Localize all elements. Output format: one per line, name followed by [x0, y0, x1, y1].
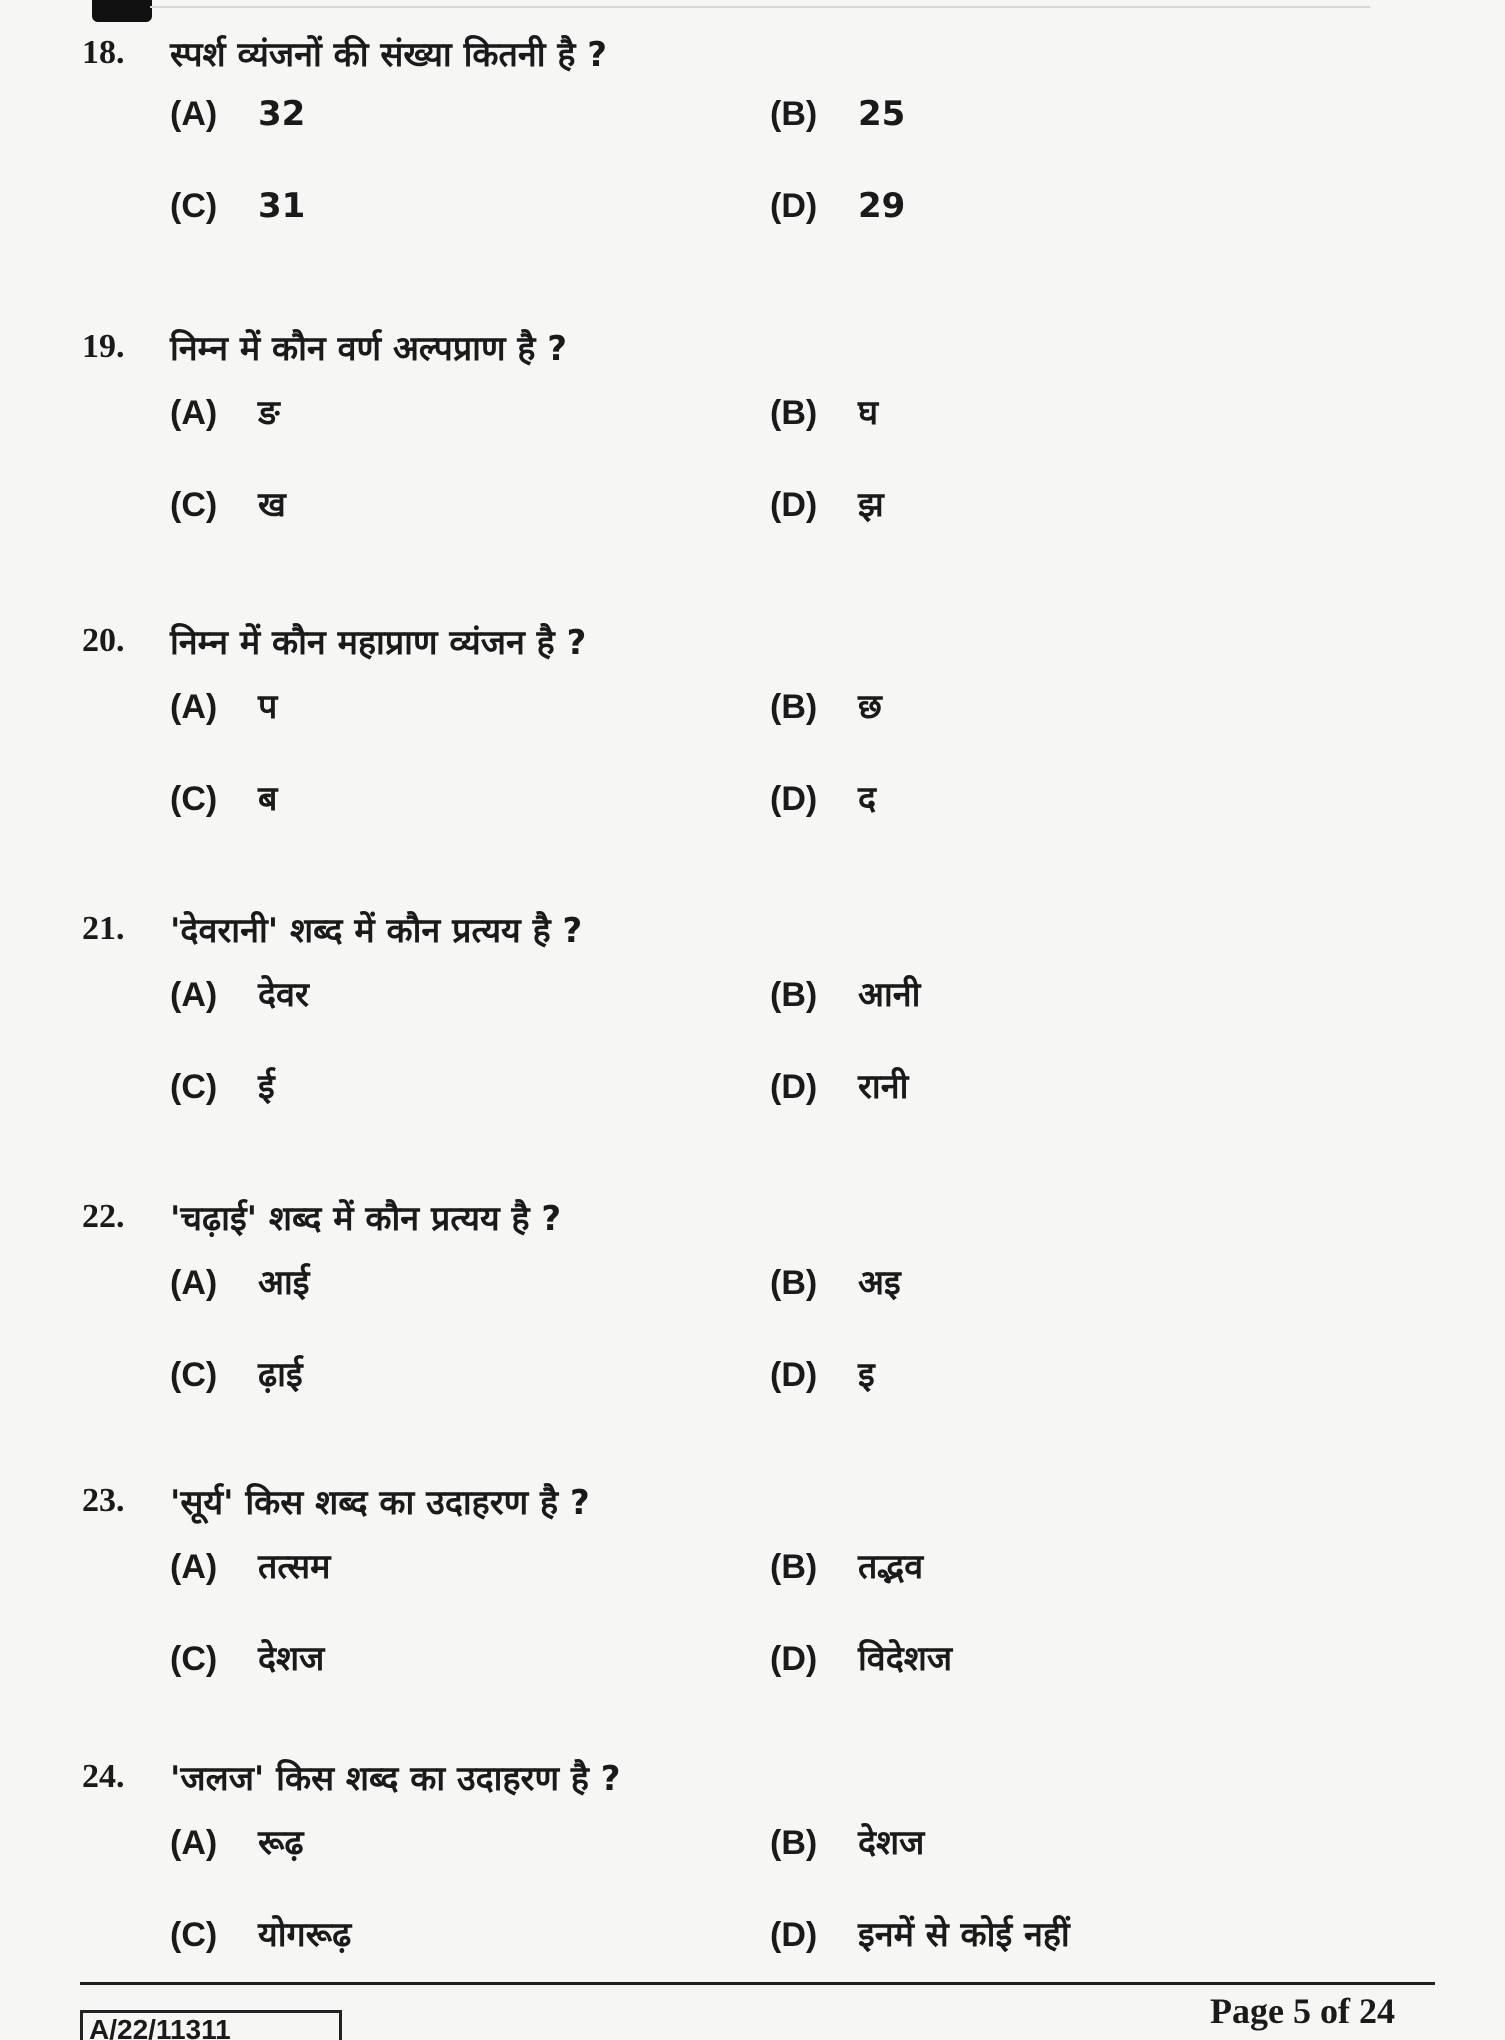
question-20 [0, 610, 1505, 819]
option-c[interactable] [170, 1634, 324, 1690]
paper-code: A/22/11311 [80, 2010, 342, 2040]
option-a[interactable] [170, 970, 309, 1026]
option-label: (A) [170, 976, 218, 1014]
option-text: देशज [258, 1639, 325, 1679]
option-text: अइ [858, 1263, 901, 1303]
option-label: (A) [170, 688, 218, 726]
option-d[interactable] [770, 774, 876, 830]
question-number: 23. [82, 1482, 125, 1519]
question-number: 21. [82, 910, 125, 947]
option-text: 31 [258, 186, 306, 226]
question-text: 'सूर्य' किस शब्द का उदाहरण है ? [170, 1483, 590, 1523]
option-text: योगरूढ़ [258, 1915, 352, 1955]
option-label: (B) [770, 688, 818, 726]
option-d[interactable] [770, 1910, 1070, 1966]
option-label: (D) [770, 187, 818, 225]
option-d[interactable] [770, 1350, 875, 1406]
option-label: (A) [170, 95, 218, 133]
option-text: विदेशज [858, 1639, 953, 1679]
option-label: (D) [770, 1356, 818, 1394]
option-text: ढ़ाई [258, 1355, 303, 1395]
option-text: देशज [858, 1823, 925, 1863]
option-label: (B) [770, 394, 818, 432]
option-text: ई [258, 1067, 275, 1107]
question-number: 22. [82, 1198, 125, 1235]
question-24 [0, 1746, 1505, 1955]
question-number: 24. [82, 1758, 125, 1795]
option-text: आई [258, 1263, 310, 1303]
option-label: (C) [170, 1068, 218, 1106]
question-number: 20. [82, 622, 125, 659]
question-text: 'जलज' किस शब्द का उदाहरण है ? [170, 1759, 621, 1799]
option-label: (C) [170, 1640, 218, 1678]
option-b[interactable] [770, 970, 920, 1026]
option-label: (C) [170, 1916, 218, 1954]
option-c[interactable] [170, 1062, 275, 1118]
option-label: (B) [770, 95, 818, 133]
option-label: (C) [170, 780, 218, 818]
option-text: ब [258, 779, 278, 819]
option-text: इनमें से कोई नहीं [858, 1915, 1070, 1955]
option-text: 32 [258, 94, 306, 134]
option-text: तद्भव [858, 1547, 924, 1587]
option-text: घ [858, 393, 879, 433]
question-text: 'चढ़ाई' शब्द में कौन प्रत्यय है ? [170, 1199, 562, 1239]
option-label: (B) [770, 1264, 818, 1302]
option-b[interactable] [770, 94, 905, 150]
option-text: रूढ़ [258, 1823, 304, 1863]
option-a[interactable] [170, 1542, 330, 1598]
option-text: द [858, 779, 877, 819]
option-a[interactable] [170, 94, 305, 150]
option-label: (D) [770, 780, 818, 818]
footer-rule [80, 1982, 1435, 1985]
option-text: देवर [258, 975, 309, 1015]
option-text: आनी [858, 975, 921, 1015]
question-text: स्पर्श व्यंजनों की संख्या कितनी है ? [170, 35, 607, 75]
page-number: Page 5 of 24 [1210, 1991, 1395, 2031]
option-c[interactable] [170, 186, 305, 242]
option-b[interactable] [770, 1258, 901, 1314]
top-edge-mark [92, 0, 152, 22]
option-c[interactable] [170, 1350, 303, 1406]
option-text: ख [258, 485, 286, 525]
option-label: (A) [170, 394, 218, 432]
option-a[interactable] [170, 1258, 309, 1314]
option-text: प [258, 687, 278, 727]
option-label: (D) [770, 1916, 818, 1954]
option-text: 29 [858, 186, 906, 226]
option-a[interactable] [170, 682, 277, 738]
option-label: (C) [170, 1356, 218, 1394]
option-label: (A) [170, 1264, 218, 1302]
question-number: 19. [82, 328, 125, 365]
option-c[interactable] [170, 774, 277, 830]
option-a[interactable] [170, 1818, 304, 1874]
option-label: (C) [170, 486, 218, 524]
question-text: निम्न में कौन वर्ण अल्पप्राण है ? [170, 329, 568, 369]
option-text: रानी [858, 1067, 909, 1107]
question-19 [0, 316, 1505, 525]
option-label: (D) [770, 1068, 818, 1106]
option-a[interactable] [170, 388, 280, 444]
option-d[interactable] [770, 1634, 952, 1690]
option-b[interactable] [770, 388, 878, 444]
option-label: (A) [170, 1824, 218, 1862]
option-label: (D) [770, 486, 818, 524]
top-rule [150, 6, 1370, 8]
option-label: (B) [770, 1824, 818, 1862]
option-text: झ [858, 485, 884, 525]
option-text: छ [858, 687, 882, 727]
question-text: 'देवरानी' शब्द में कौन प्रत्यय है ? [170, 911, 583, 951]
question-number: 18. [82, 34, 125, 71]
question-text: निम्न में कौन महाप्राण व्यंजन है ? [170, 623, 587, 663]
option-label: (B) [770, 976, 818, 1014]
option-b[interactable] [770, 1818, 924, 1874]
question-23 [0, 1470, 1505, 1679]
option-b[interactable] [770, 682, 882, 738]
option-text: इ [858, 1355, 875, 1395]
option-label: (B) [770, 1548, 818, 1586]
option-d[interactable] [770, 480, 884, 536]
question-18 [0, 22, 1505, 226]
option-label: (A) [170, 1548, 218, 1586]
option-c[interactable] [170, 480, 286, 536]
option-label: (C) [170, 187, 218, 225]
option-c[interactable] [170, 1910, 351, 1966]
question-22 [0, 1186, 1505, 1395]
option-d[interactable] [770, 186, 905, 242]
option-text: 25 [858, 94, 906, 134]
option-d[interactable] [770, 1062, 908, 1118]
option-text: तत्सम [258, 1547, 331, 1587]
question-21 [0, 898, 1505, 1107]
option-label: (D) [770, 1640, 818, 1678]
option-b[interactable] [770, 1542, 923, 1598]
option-text: ङ [258, 393, 280, 433]
